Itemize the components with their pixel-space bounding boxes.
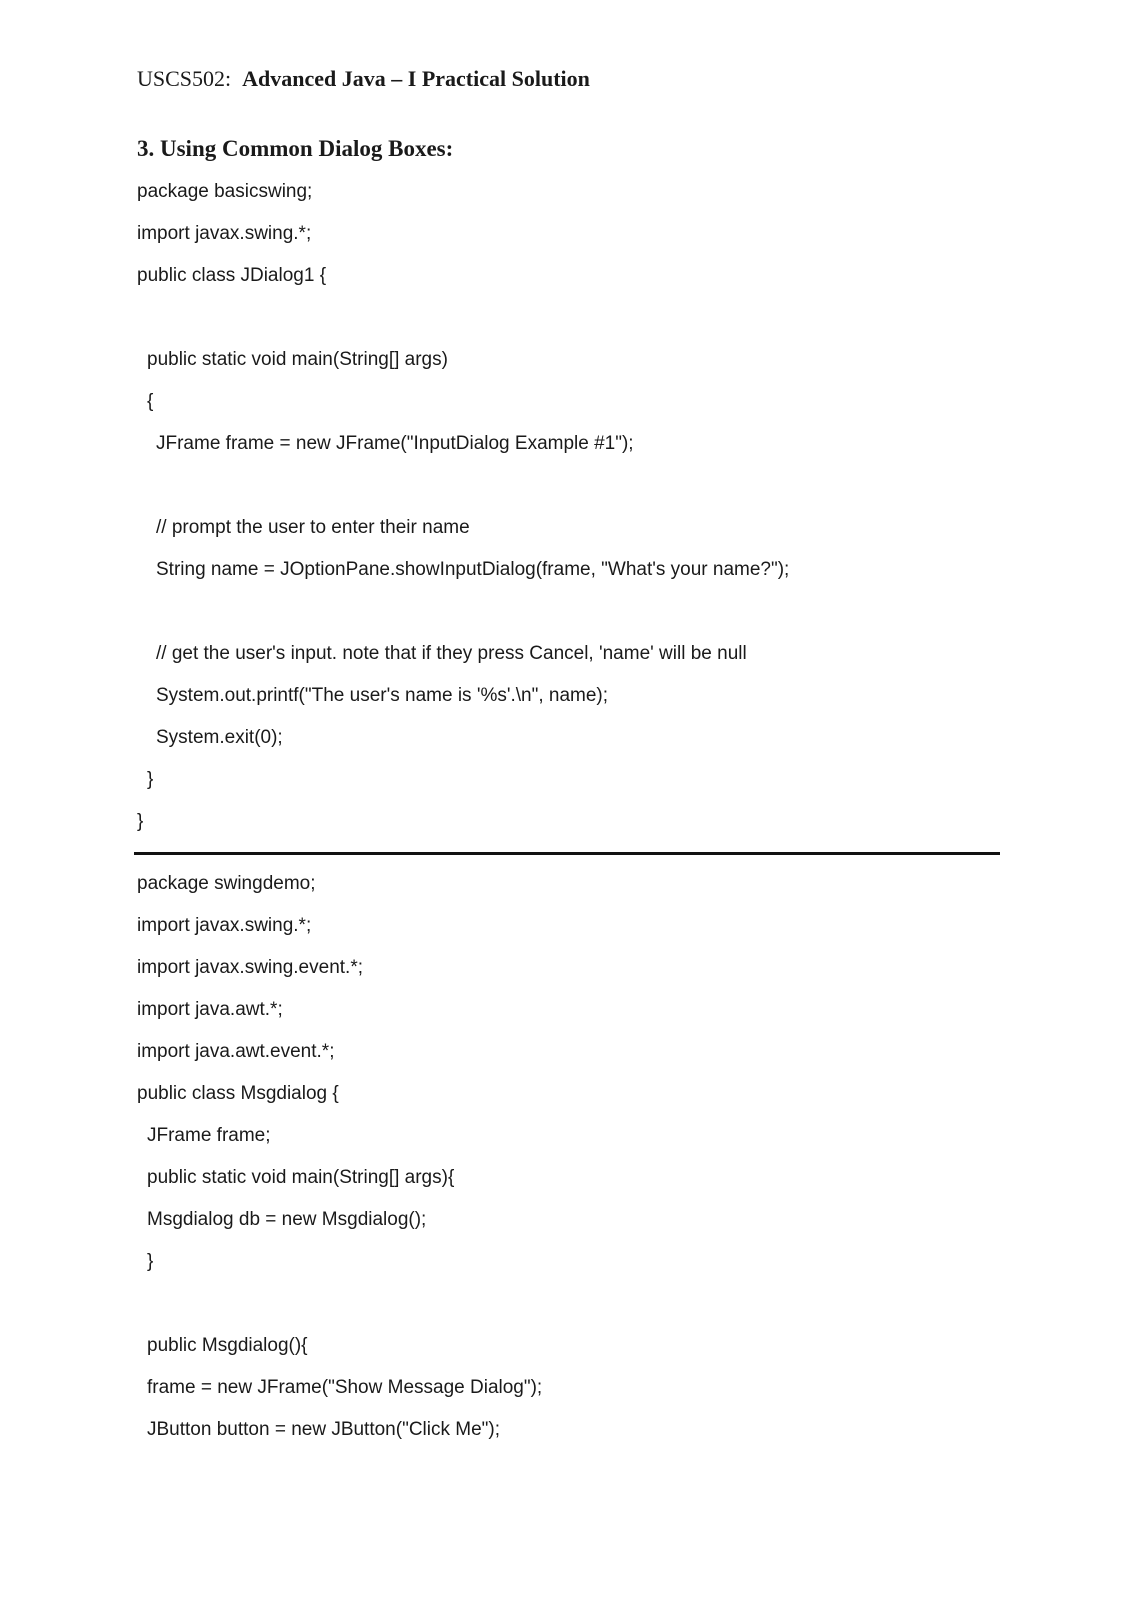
code-line: package swingdemo; [137, 873, 316, 894]
code-line: } [137, 811, 144, 832]
code-line: System.out.printf("The user's name is '%s'.\n", name); [156, 685, 609, 706]
section-divider [134, 852, 1000, 855]
code-line: JFrame frame; [147, 1125, 271, 1146]
code-line: JButton button = new JButton("Click Me"); [147, 1419, 501, 1440]
code-line: public class Msgdialog { [137, 1083, 339, 1104]
code-line: package basicswing; [137, 181, 313, 202]
code-line: System.exit(0); [156, 727, 283, 748]
code-line: JFrame frame = new JFrame("InputDialog Example #1"); [156, 433, 634, 454]
page-header [137, 66, 590, 92]
section-heading: 3. Using Common Dialog Boxes: [137, 136, 454, 161]
code-line: public static void main(String[] args){ [147, 1167, 455, 1188]
code-comment: // get the user's input. note that if they press Cancel, 'name' will be null [156, 643, 747, 664]
course-code: USCS502: [137, 66, 232, 91]
code-line: public Msgdialog(){ [147, 1335, 308, 1356]
code-line: public static void main(String[] args) [147, 349, 448, 370]
code-line: { [147, 391, 154, 412]
code-line: import javax.swing.event.*; [137, 957, 363, 978]
code-line: import java.awt.*; [137, 999, 283, 1020]
code-line: Msgdialog db = new Msgdialog(); [147, 1209, 427, 1230]
code-line: import javax.swing.*; [137, 223, 312, 244]
course-title: Advanced Java – I Practical Solution [242, 66, 590, 91]
code-line: } [147, 769, 154, 790]
code-line: import java.awt.event.*; [137, 1041, 335, 1062]
code-line: public class JDialog1 { [137, 265, 327, 286]
code-comment: // prompt the user to enter their name [156, 517, 470, 538]
code-line: String name = JOptionPane.showInputDialog(frame, "What's your name?"); [156, 559, 790, 580]
code-line: } [147, 1251, 154, 1272]
code-line: frame = new JFrame("Show Message Dialog"); [147, 1377, 543, 1398]
code-line: import javax.swing.*; [137, 915, 312, 936]
